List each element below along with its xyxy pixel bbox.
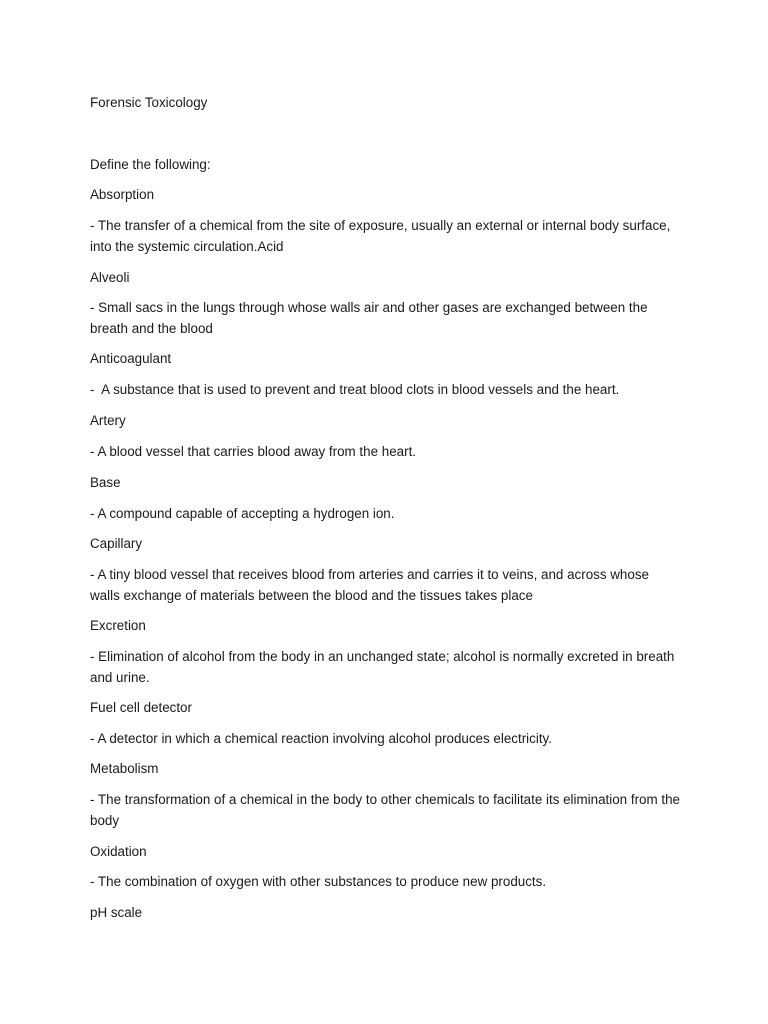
- term-alveoli: Alveoli: [90, 270, 130, 285]
- term-metabolism: Metabolism: [90, 761, 159, 776]
- definition-fuel-cell-detector: - A detector in which a chemical reaction involving alcohol produces electricity.: [90, 731, 552, 746]
- document-title: Forensic Toxicology: [90, 95, 208, 110]
- term-base: Base: [90, 475, 121, 490]
- term-oxidation: Oxidation: [90, 844, 147, 859]
- term-fuel-cell-detector: Fuel cell detector: [90, 700, 192, 715]
- definition-absorption: - The transfer of a chemical from the site of exposure, usually an external or internal body surface, into the systemic circulation.Acid: [90, 218, 671, 254]
- term-excretion: Excretion: [90, 618, 146, 633]
- definition-metabolism: - The transformation of a chemical in the body to other chemicals to facilitate its elimination from the body: [90, 792, 680, 828]
- intro-text: Define the following:: [90, 157, 211, 172]
- definition-artery: - A blood vessel that carries blood away from the heart.: [90, 444, 417, 459]
- definition-alveoli: - Small sacs in the lungs through whose walls air and other gases are exchanged between the breath and the blood: [90, 300, 648, 336]
- term-artery: Artery: [90, 413, 126, 428]
- term-ph-scale: pH scale: [90, 905, 143, 920]
- definition-base: - A compound capable of accepting a hydrogen ion.: [90, 506, 395, 521]
- definition-capillary: - A tiny blood vessel that receives blood from arteries and carries it to veins, and across whose walls exchange of materials between the blood and the tissues takes place: [90, 567, 649, 603]
- term-capillary: Capillary: [90, 536, 143, 551]
- definition-anticoagulant: - A substance that is used to prevent and treat blood clots in blood vessels and the heart.: [90, 382, 620, 397]
- term-absorption: Absorption: [90, 187, 155, 202]
- definition-oxidation: - The combination of oxygen with other substances to produce new products.: [90, 874, 547, 889]
- definition-excretion: - Elimination of alcohol from the body in an unchanged state; alcohol is normally excreted in breath and urine.: [90, 649, 675, 685]
- term-anticoagulant: Anticoagulant: [90, 351, 172, 366]
